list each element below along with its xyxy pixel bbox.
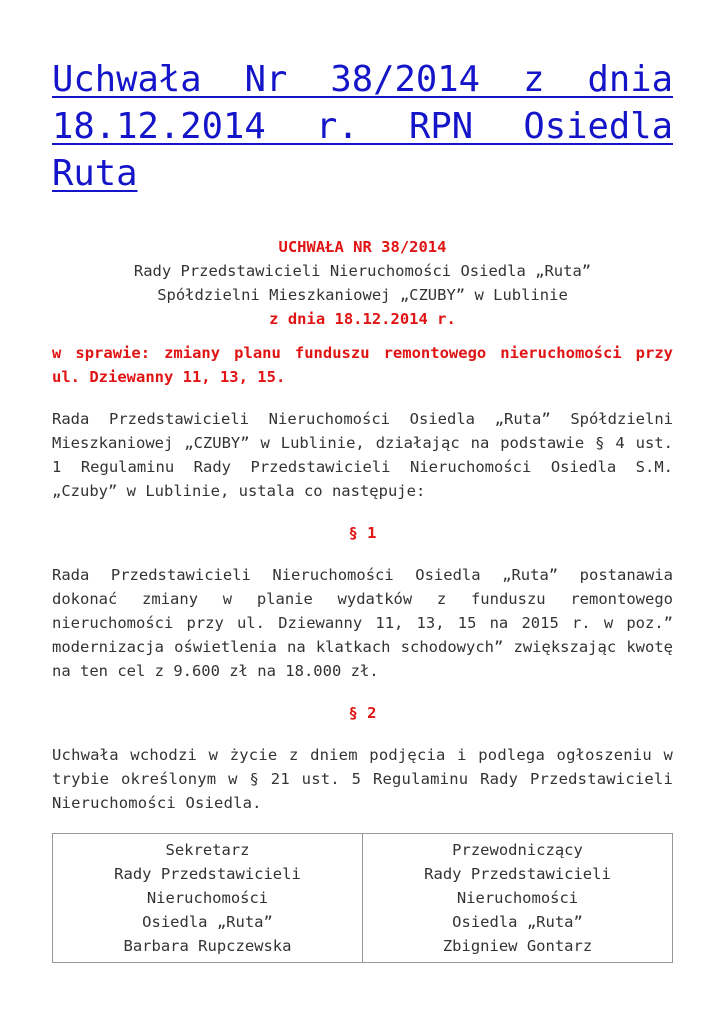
issuer-line-2: Spółdzielni Mieszkaniowej „CZUBY” w Lublinie	[157, 286, 568, 304]
resolution-date: z dnia 18.12.2014 r.	[269, 310, 456, 328]
intro-paragraph: Rada Przedstawicieli Nieruchomości Osiedla „Ruta” Spółdzielni Mieszkaniowej „CZUBY” w Lublinie, działając na podstawie § 4 ust. 1 Regulaminu Rady Przedstawicieli Nieruchomości Osiedla S.M. „Czuby” w Lublinie, ustala co następuje:	[52, 410, 673, 500]
signature-org-line: Nieruchomości	[456, 889, 579, 907]
resolution-subject: w sprawie: zmiany planu funduszu remontowego nieruchomości przy ul. Dziewanny 11, 13, 15.	[52, 344, 673, 386]
signature-org-line: Nieruchomości	[146, 889, 269, 907]
resolution-header	[52, 235, 673, 331]
signature-role: Sekretarz	[165, 841, 250, 859]
signature-name: Zbigniew Gontarz	[442, 937, 593, 955]
section-1-text: Rada Przedstawicieli Nieruchomości Osiedla „Ruta” postanawia dokonać zmiany w planie wydatków z funduszu remontowego nieruchomości przy ul. Dziewanny 11, 13, 15 na 2015 r. w poz.” modernizacja oświetlenia na klatkach schodowych” zwiększając kwotę na ten cel z 9.600 zł na 18.000 zł.	[52, 566, 673, 680]
section-2-heading: § 2	[348, 704, 377, 722]
signature-secretary	[53, 834, 363, 963]
section-1-heading: § 1	[348, 524, 377, 542]
signature-role: Przewodniczący	[452, 841, 583, 859]
signature-org-line: Rady Przedstawicieli	[424, 865, 611, 883]
table-row	[53, 834, 673, 963]
document-page	[52, 56, 673, 963]
signature-org-line: Rady Przedstawicieli	[114, 865, 301, 883]
signature-org-line: Osiedla „Ruta”	[452, 913, 583, 931]
issuer-line-1: Rady Przedstawicieli Nieruchomości Osiedla „Ruta”	[133, 262, 592, 280]
signatures-table	[52, 833, 673, 963]
signature-name: Barbara Rupczewska	[123, 937, 292, 955]
signature-org-line: Osiedla „Ruta”	[142, 913, 273, 931]
section-2-text: Uchwała wchodzi w życie z dniem podjęcia i podlega ogłoszeniu w trybie określonym w § 21 ust. 5 Regulaminu Rady Przedstawicieli Nieruchomości Osiedla.	[52, 746, 673, 812]
page-title-link[interactable]: Uchwała Nr 38/2014 z dnia 18.12.2014 r. RPN Osiedla Ruta	[52, 59, 673, 194]
signature-chairman	[363, 834, 673, 963]
resolution-number: UCHWAŁA NR 38/2014	[278, 238, 447, 256]
